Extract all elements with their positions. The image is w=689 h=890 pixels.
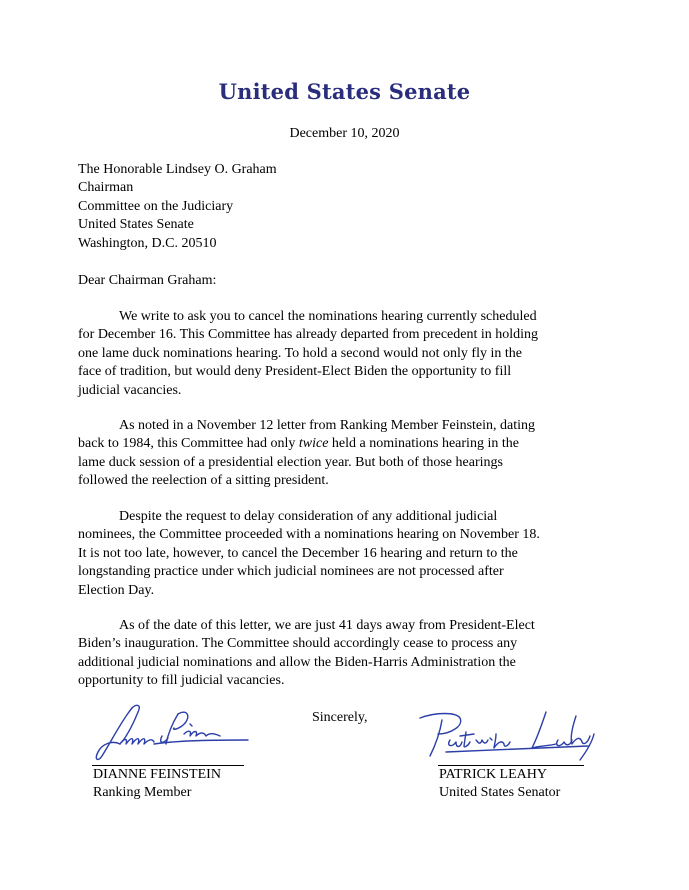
paragraph-line: Biden’s inauguration. The Committee should accordingly cease to process any [78,636,518,652]
recipient-body: United States Senate [78,217,194,233]
paragraph-line: lame duck session of a presidential election year. But both of those hearings [78,454,503,470]
signer-title-leahy: United States Senator [439,785,561,800]
paragraph-line: As of the date of this letter, we are just 41 days away from President-Elect [119,618,535,633]
paragraph-line: back to 1984, this Committee had only twice held a nominations hearing in the [78,436,519,452]
signature-leahy [416,706,602,764]
paragraph-line: additional judicial nominations and allow the Biden-Harris Administration the [78,654,516,670]
paragraph-line: one lame duck nominations hearing. To hold a second would not only fly in the [78,345,522,361]
recipient-committee: Committee on the Judiciary [78,198,234,214]
paragraph-line: opportunity to fill judicial vacancies. [78,673,285,689]
paragraph-line: Election Day. [78,582,155,598]
signer-title-feinstein: Ranking Member [93,785,192,800]
body-paragraph-2 [78,417,608,491]
paragraph-line: judicial vacancies. [78,382,182,398]
closing: Sincerely, [312,710,368,725]
salutation: Dear Chairman Graham: [78,273,217,288]
paragraph-line: longstanding practice under which judicial nominees are not processed after [78,564,504,580]
paragraph-line: followed the reelection of a sitting president. [78,473,329,489]
letterhead-title: United States Senate [218,79,471,104]
paragraph-line: nominees, the Committee proceeded with a nominations hearing on November 18. [78,527,540,543]
paragraph-line: It is not too late, however, to cancel the December 16 hearing and return to the [78,545,518,561]
recipient-name: The Honorable Lindsey O. Graham [78,162,277,177]
paragraph-line: face of tradition, but would deny President-Elect Biden the opportunity to fill [78,364,512,380]
paragraph-line: for December 16. This Committee has already departed from precedent in holding [78,327,539,343]
recipient-title: Chairman [78,180,134,196]
signature-feinstein [92,700,252,764]
body-paragraph-4 [78,617,608,691]
signer-name-feinstein: DIANNE FEINSTEIN [93,767,221,782]
paragraph-line: As noted in a November 12 letter from Ranking Member Feinstein, dating [119,418,536,433]
body-paragraph-3 [78,508,608,600]
paragraph-line: We write to ask you to cancel the nominations hearing currently scheduled [119,309,537,324]
recipient-address [78,161,277,253]
recipient-city: Washington, D.C. 20510 [78,235,217,251]
letter-date: December 10, 2020 [289,126,400,141]
body-paragraph-1 [78,308,608,400]
paragraph-line: Despite the request to delay consideration of any additional judicial [119,509,498,524]
signer-name-leahy: PATRICK LEAHY [439,767,547,782]
emphasis-text: twice [298,436,329,452]
